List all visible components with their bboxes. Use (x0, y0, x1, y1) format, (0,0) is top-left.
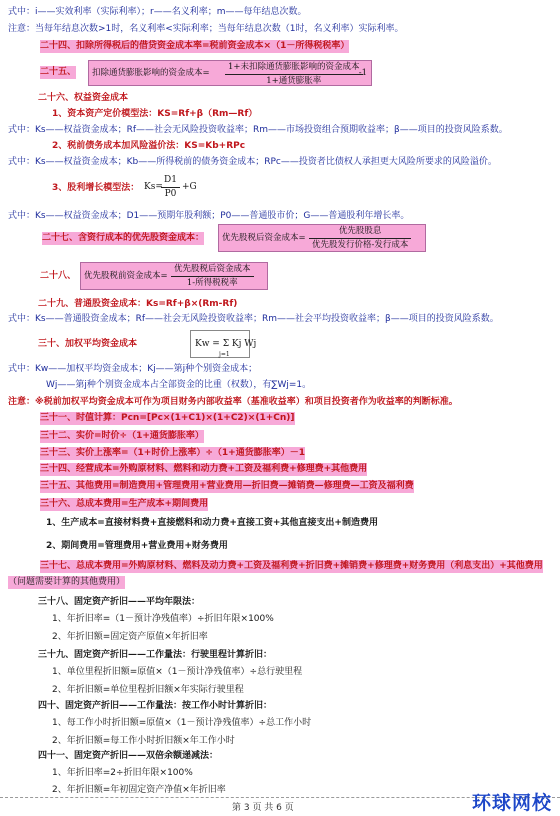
document-line (0, 649, 560, 662)
item-3-label: 3、股利增长模型法： (52, 183, 140, 193)
item-27 (0, 224, 560, 252)
document-line (0, 631, 560, 644)
item-27-formula (218, 224, 426, 252)
line-text: 三十六、总成本费用=生产成本+期间费用 (40, 499, 209, 509)
line-text: 1、年折旧率=2÷折旧年限×100% (52, 768, 193, 778)
item-30-formula (190, 330, 257, 358)
line-text: 三十五、其他费用=制造费用+管理费用+营业费用—折旧费—摊销费—修理费—工资及福利费 (40, 481, 414, 491)
line-text: 式中：Ks——普通股资金成本；Rf——社会无风险投资收益率；Rm——社会平均投资收益率；β——项目的投资风险系数。 (8, 314, 499, 324)
line-text: 二十六、权益资金成本 (38, 93, 129, 103)
document-line (0, 666, 560, 679)
item-25-numerator: 1+未扣除通货膨胀影响的资金成本 (225, 61, 363, 75)
item-3-denominator: P0 (164, 189, 177, 199)
item-3-dividend-growth (0, 174, 560, 202)
item-3-formula (144, 174, 196, 200)
document-line (0, 463, 560, 476)
item-25-formula (88, 60, 372, 86)
document-line (0, 447, 560, 460)
line-text: 三十三、实价上涨率=（1+时价上涨率）÷（1+通货膨胀率）－1 (40, 448, 305, 458)
line-text: 二十九、普通股资金成本：Ks=Rf+β×(Rm-Rf) (38, 299, 238, 309)
item-3-fraction (161, 174, 180, 201)
document-line (0, 700, 560, 713)
document-line (0, 412, 560, 425)
document-line (0, 313, 560, 326)
page-number: 第 3 页 共 6 页 (232, 803, 294, 813)
line-text: 式中：Kw——加权平均资金成本；Kj——第j种个别资金成本； (8, 364, 258, 374)
line-text: 式中：Ks——权益资金成本；Rf——社会无风险投资收益率；Rm——市场投资组合预期收益率；β——项目的投资风险系数。 (8, 125, 508, 135)
document-line (0, 363, 560, 376)
line-text: 式中：i——实效利率（实际利率）；r——名义利率；m——每年结息次数。 (8, 7, 307, 17)
watermark-logo: 环球网校 (471, 792, 552, 814)
line-text: （问题需要计算的其他费用） (8, 577, 126, 587)
item-25-label: 二十五、 (40, 67, 77, 77)
item-28-numerator: 优先股税后资金成本 (171, 263, 254, 277)
line-text: 注意：※税前加权平均资金成本可作为项目财务内部收益率（基准收益率）和项目投资者作为收益率的判断标准。 (8, 397, 458, 407)
line-text: 1、资本资产定价模型法：KS=Rf+β（Rm—Rf） (52, 109, 258, 119)
line-text: 1、每工作小时折旧额=原值×（1－预计净残值率）÷总工作小时 (52, 718, 312, 728)
item-30-subscript: j=1 (219, 351, 230, 358)
item-25-fraction (225, 61, 363, 88)
item-27-label: 二十七、含资行成本的优先股资金成本： (42, 233, 205, 243)
line-text: 三十二、实价=时价÷（1+通货膨胀率） (40, 431, 204, 441)
document-line (0, 767, 560, 780)
line-text: Wj——第j种个别资金成本占全部资金的比重（权数），有∑Wj=1。 (46, 380, 312, 390)
document-line (0, 576, 560, 589)
line-text: 式中：Ks——权益资金成本；Kb——所得税前的债务资金成本；RPc——投资者比债权人承担更大风险所要求的风险溢价。 (8, 157, 497, 167)
line-text: 2、年折旧额=固定资产原值×年折旧率 (52, 632, 208, 642)
document-line (0, 498, 560, 511)
line-text: 2、年折旧额=每工作小时折旧额×年工作小时 (52, 736, 235, 746)
line-text: 三十八、固定资产折旧——平均年限法： (38, 597, 201, 607)
line-text: 二十四、扣除所得税后的借贷资金成本率=税前资金成本×（1－所得税税率） (40, 41, 350, 51)
document-line (0, 613, 560, 626)
document-line (0, 210, 560, 223)
item-30-expression: Kw = Σ Kj Wj (195, 339, 257, 349)
item-27-fraction (309, 225, 411, 252)
item-30-label: 三十、加权平均资金成本 (38, 339, 138, 349)
item-25 (0, 60, 560, 86)
document-line (0, 517, 560, 530)
document-line (0, 750, 560, 763)
document-line (0, 140, 560, 153)
document-line (0, 596, 560, 609)
document-line (0, 560, 560, 573)
item-28 (0, 262, 560, 290)
line-text: 式中：Ks——权益资金成本；D1——预期年股利额；P0——普通股市价；G——普通股利年增长率。 (8, 211, 410, 221)
document-line (0, 396, 560, 409)
line-text: 1、生产成本=直接材料费+直接燃料和动力费+直接工资+其他直接支出+制造费用 (46, 518, 378, 528)
line-text: 四十、固定资产折旧——工作量法：按工作小时计算折旧： (38, 701, 273, 711)
document-line (0, 156, 560, 169)
document-line (0, 124, 560, 137)
document-line (0, 480, 560, 493)
item-28-label: 二十八、 (40, 271, 77, 281)
document-line (0, 540, 560, 553)
item-28-formula (80, 262, 268, 290)
item-28-lhs: 优先股税前资金成本= (84, 271, 168, 281)
line-text: 2、年折旧额=年初固定资产净值×年折旧率 (52, 785, 226, 795)
document-line (0, 379, 560, 392)
line-text: 1、年折旧率=（1－预计净残值率）÷折旧年限×100% (52, 614, 274, 624)
document-line (0, 717, 560, 730)
item-28-fraction (171, 263, 254, 290)
line-text: 2、年折旧额=单位里程折旧额×年实际行驶里程 (52, 685, 244, 695)
line-text: 三十一、时值计算：Pcn=[Pc×(1+C1)×(1+C2)×(1+Cn)] (40, 413, 295, 423)
item-27-numerator: 优先股股息 (309, 225, 411, 239)
item-3-tail: +G (182, 182, 197, 192)
item-27-lhs: 优先股税后资金成本= (222, 233, 306, 243)
document-line (0, 684, 560, 697)
line-text: 四十一、固定资产折旧——双倍余额递减法： (38, 751, 219, 761)
line-text: 三十九、固定资产折旧——工作量法：行驶里程计算折旧： (38, 650, 273, 660)
line-text: 注意：当每年结息次数>1时，名义利率<实际利率；当每年结息次数（1时，名义利率）实际利率。 (8, 24, 404, 34)
line-text: 2、税前债务成本加风险溢价法：KS=Kb+RPc (52, 141, 246, 151)
item-28-denominator: 1-所得税税率 (186, 278, 238, 288)
line-text: 1、单位里程折旧额=原值×（1－预计净残值率）÷总行驶里程 (52, 667, 303, 677)
document-line (0, 298, 560, 311)
document-line (0, 40, 560, 53)
item-3-lhs: Ks= (144, 182, 163, 192)
document-line (0, 735, 560, 748)
document-line (0, 92, 560, 105)
item-25-lhs: 扣除通货膨胀影响的资金成本= (92, 68, 210, 78)
item-27-denominator: 优先股发行价格-发行成本 (312, 240, 409, 250)
item-3-numerator: D1 (161, 174, 180, 188)
document-line (0, 430, 560, 443)
document-line (0, 23, 560, 36)
line-text: 三十七、总成本费用=外购原材料、燃料及动力费+工资及福利费+折旧费+摊销费+修理费+财务费用（利息支出）+其他费用 (40, 561, 543, 571)
line-text: 三十四、经营成本=外购原材料、燃料和动力费+工资及福利费+修理费+其他费用 (40, 464, 368, 474)
item-25-denominator: 1+通货膨胀率 (266, 76, 322, 86)
item-25-tail: -1 (358, 68, 367, 78)
document-line (0, 108, 560, 121)
document-line (0, 6, 560, 19)
item-30 (0, 330, 560, 358)
line-text: 2、期间费用=管理费用+营业费用+财务费用 (46, 541, 228, 551)
